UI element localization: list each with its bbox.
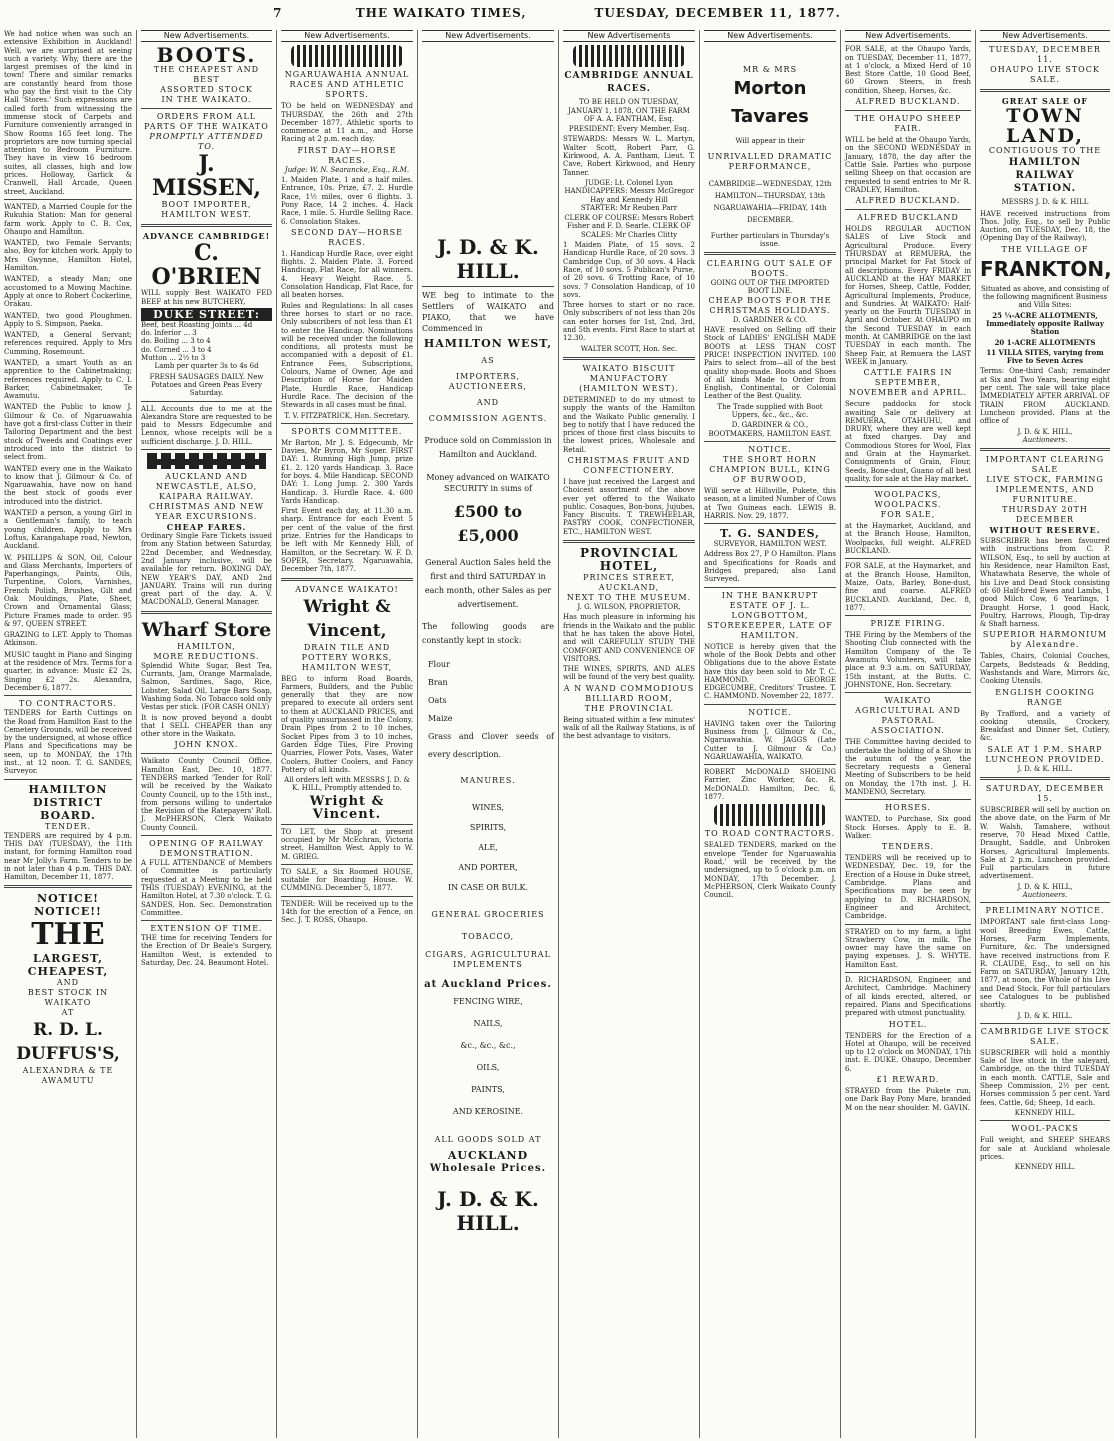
hill-title: J. D. & K. HILL. [437, 235, 539, 284]
jaggs-text: HAVING taken over the Tailoring Business from J. Gilmour & Co., Ngaruawahia. W. JAGGS (Late Cutter to J. Gilmour & Co.) NGARUAWAHIA, WAIKATO. [704, 719, 836, 761]
hill-liquor: WINES, [472, 803, 504, 813]
provincial-museum: NEXT TO THE MUSEUM. [566, 593, 692, 603]
column-8 [976, 30, 1114, 1438]
tavares-title: Morton Tavares [731, 78, 809, 128]
cambridge-sale-heading: CAMBRIDGE LIVE STOCK SALE. [980, 1026, 1110, 1046]
meat-price-2: do. Boiling ... 3 to 4 [141, 337, 211, 346]
hotel-heading: HOTEL. [888, 1019, 928, 1029]
column-heading: New Advertisements [563, 30, 695, 42]
wharf-place: HAMILTON, [177, 641, 236, 651]
wharf-store-title: Wharf Store [141, 618, 272, 641]
tavares-appear: Will appear in their [735, 137, 805, 146]
provincial-proprietor: J. G. WILSON, PROPRIETOR, [577, 603, 681, 612]
duffus-at: AT [61, 1008, 75, 1018]
frankton-acre-allotments: 25 ¼-ACRE ALLOTMENTS, Immediately opposite Railway Station [986, 310, 1104, 337]
ohaupo-live-stock: OHAUPO LIVE STOCK SALE. [990, 65, 1100, 85]
column-heading: New Advertisements. [422, 30, 554, 42]
preliminary-text: IMPORTANT sale first-class Long-wool Breeding Ewes, Cattle, Horses, Farm Implements, Furniture, &c. The undersigned have received instructions from F. R. CLAUDE, Esq., to sell on his Farm on SATURDAY, January 12th, 1877, at noon, the Whole of his Live and Dead Stock. For full particulars see Catalogues to be published shortly. [980, 918, 1110, 1010]
agric-heading: WAIKATO AGRICULTURAL AND PASTORAL ASSOCIATION. [855, 696, 961, 736]
meat-price-0: Beef, best Roasting Joints ... 4d [141, 320, 253, 329]
hill-hardware-item: NAILS, [473, 1019, 503, 1029]
hill-wholesale: Wholesale Prices. [429, 1163, 547, 1175]
clearing-boots-heading: CLEARING OUT SALE OF BOOTS. [706, 259, 834, 279]
cambridge-conditions: Three horses to start or no race. Only subscribers of not less than 20s can enter horses for 1st, 2nd, 3rd, and 5th events. First Race to start at 12.30. [563, 301, 695, 343]
hill-hardware [422, 991, 554, 1123]
hill-liquors [422, 798, 554, 898]
hill-hardware-item: OILS, [476, 1063, 500, 1073]
racing-engraving [291, 45, 403, 67]
opening-railway-heading: OPENING OF RAILWAY DEMONSTRATION. [149, 839, 264, 859]
accounts-notice: ALL Accounts due to me at the Alexandra Store are requested to be paid to Messrs Edgecumbe and Lennox, whose receipts will be a sufficient discharge. J. D. HILL. [141, 404, 272, 446]
clearing-thursday: THURSDAY 20TH DECEMBER [1002, 505, 1088, 525]
grain-sale-text: FOR SALE, at the Haymarket, and at the Branch House, Hamilton, Maize, Oats, Barley, Bone-dust, fine and coarse. ALFRED BUCKLAND. Auckland, Dec. 8, 1877. [845, 562, 971, 612]
railway-heading: AUCKLAND AND NEWCASTLE, ALSO, KAIPARA RAILWAY. [155, 472, 258, 502]
classified-ad: WANTED the Public to know J. Gilmour & Co. of Ngaruawahia have got a first-class Cutter in their Tailoring Department and the best stock of Tweeds and Coatings ever introduced into the district to select from. [4, 403, 132, 462]
column-5 [559, 30, 700, 1438]
sale-date: TUESDAY, DECEMBER 11. [989, 45, 1101, 65]
clearing-sale-heading: IMPORTANT CLEARING SALE [985, 455, 1105, 475]
provincial-hotel-title: PROVINCIAL HOTEL, [579, 546, 679, 574]
sports-rules: First Event each day, at 11.30 a.m. sharp. Entrance for each Event 5 per cent of the value of the first prize. Entries for the Handicaps to be left with Mr Kennedy Hill, of Hamilton, or the Secretary. W. F. D. SOPER, Secretary. Ngaruawahia, December 7th, 1877. [281, 507, 413, 574]
hill-tobacco: TOBACCO, [461, 932, 515, 942]
reward-heading: £1 REWARD. [876, 1075, 940, 1085]
buckland-signature-2: ALFRED BUCKLAND. [855, 196, 961, 206]
classified-ad: WANTED, a steady Man; one accustomed to a Mowing Machine. Apply at once to Robert Cockerline, Orakau. [4, 275, 132, 309]
duffus-and: AND [56, 978, 80, 988]
column-6 [700, 30, 841, 1438]
messrs-hill-text: HAVE received instructions from Thos. Jolly, Esq., to sell by Public Auction, on TUESDAY, Dec. 18, the (Opening Day of the Railway), [980, 209, 1110, 243]
duffus-the: THE [31, 917, 105, 953]
cooking-range-text: By Trafford, and a variety of cooking utensils, Crockery, Breakfast and Dinner Set, Cutlery, &c. [980, 709, 1110, 743]
buckland-sales-text: HOLDS REGULAR AUCTION SALES of Live Stock and Agricultural Produce. Every THURSDAY at REMUERA, the principal Market for Fat Stock of all descriptions. Every FRIDAY in AUCKLAND at the HAY MARKET for Horses, Sheep, Cattle, Fodder, Agricultural Implements, Produce, and Sundries. At WAIKATO: Half-yearly on the Fourth TUESDAY in April and October. At OHAUPO on the Second TUESDAY in each month. At CAMBRIDGE on the last TUESDAY in each month. The Sheep Fair, at Remuera the LAST WEEK in January. [845, 225, 971, 366]
kennedy-hill: KENNEDY HILL. [1014, 1108, 1076, 1117]
second-day-events: 1. Handicap Hurdle Race, over eight flights. 2. Maiden Plate. 3. Forced Handicap, Flat Race, for all winners. 4. Heavy Weight Race. 5. Consolation Handicap, Flat Race, for all beaten horses. [281, 249, 413, 300]
column-1 [0, 30, 137, 1438]
for-sale-heading: FOR SALE, [880, 510, 936, 520]
buckland-heading: ALFRED BUCKLAND [857, 213, 959, 223]
advance-cambridge: ADVANCE CAMBRIDGE! [142, 231, 271, 242]
missen-importer: BOOT IMPORTER, [161, 200, 252, 210]
tavares-dates: CAMBRIDGE—WEDNESDAY, 12th HAMILTON—THURSDAY, 13th NGARUAWAHIA—FRIDAY, 14th DECEMBER. [708, 179, 832, 224]
classified-ad: WANTED, a smart Youth as an apprentice to the Cabinetmaking; references required. Apply to C. I. Barker, Cabinetmaker, Te Awamutu. [4, 358, 132, 401]
sale-time: SALE AT 1 P.M. SHARP [987, 744, 1103, 754]
contiguous: CONTIGUOUS TO THE [988, 146, 1102, 156]
train-engraving [147, 453, 266, 469]
sandes-text: Address Box 27, P O Hamilton. Plans and Specifications for Roads and Bridges prepared; also Land Surveyed. [704, 550, 836, 584]
xmas-excursions: CHRISTMAS AND NEW YEAR EXCURSIONS. [149, 502, 264, 522]
extension-text: THE time for receiving Tenders for the Erection of Dr Beale's Surgery, Hamilton West, is extended to Saturday, Dec. 24. Beaumont Hotel. [141, 934, 272, 968]
shorthorn-heading: THE SHORT HORN CHAMPION BULL, KING OF BURWOOD, [709, 454, 831, 484]
cambridge-president: PRESIDENT: Every Member, Esq. [568, 125, 690, 134]
cambridge-secretary: WALTER SCOTT, Hon. Sec. [580, 344, 678, 353]
shorthorn-text: Will serve at Hillsville, Pukete, this season, at a limited Number of Cows at Two Guineas each. LEWIS B. HARRIS. Nov. 29, 1877. [704, 486, 836, 520]
hill-auckland-prices: at Auckland Prices. [424, 979, 552, 991]
first-day-events: 1. Maiden Plate, 1 and a half miles. Entrance, 10s. Prize, £7. 2. Hurdle Race, 1½ miles, over 6 flights. 3. Pony Race, 14 2 inches. 4. Hack Race, 1 mile. 5. Hurdle Selling Race. 6. Consolation Stakes. [281, 176, 413, 226]
hill-hardware-item: AND KEROSINE. [452, 1107, 524, 1117]
drain-tile-works: DRAIN TILE AND POTTERY WORKS, HAMILTON WEST, [301, 642, 393, 672]
mcdonald-text: ROBERT McDONALD SHOEING Farrier, Zinc Worker, &c. R. McDONALD. Hamilton, Dec. 6, 1877. [704, 768, 836, 802]
wright-vincent-orders: All orders left with MESSRS J. D. & K. HILL, Promptly attended to. [284, 776, 410, 793]
notice-heading-2: NOTICE. [748, 707, 792, 717]
hill-sums: £500 to £5,000 [453, 502, 523, 546]
boots-in-waikato: IN THE WAIKATO. [161, 95, 252, 105]
provincial-closing: Being situated within a few minutes' walk of all the Railway Stations, is of the best advantage to visitors. [563, 715, 695, 741]
extension-heading: EXTENSION OF TIME. [150, 924, 263, 934]
hill-good: Grass and Clover seeds of every description. [428, 732, 554, 760]
hamilton-railway: HAMILTON RAILWAY [1008, 157, 1082, 182]
frankton-title: FRANKTON, [980, 256, 1112, 281]
missen-place: HAMILTON WEST. [161, 210, 252, 220]
frankton-situated: Situated as above, and consisting of the following magnificent Business and Villa Sites: [980, 284, 1110, 310]
hill-liquor: IN CASE OR BULK. [447, 883, 529, 893]
mcdonald-engraving [714, 804, 826, 826]
strayed-text: STRAYED on to my farm, a light Strawberry Cow, in milk. The owner may have the same on paying expenses. J. S. WHYTE. Hamilton East. [845, 927, 971, 969]
provincial-wines: THE WINES, SPIRITS, AND ALES will be found of the very best quality. [563, 665, 695, 682]
ohaupo-sale-text: FOR SALE, at the Ohaupo Yards, on TUESDAY, December 11, 1877, at 1 o'clock, a Mixed Herd of 10 Best Store Cattle, 10 Good Beef, 60 Grown Steers, in fresh condition, Sheep, Horses, &c. [845, 45, 971, 95]
xmas-fruit-text: I have just received the Largest and Choicest assortment of the above ever yet offered to the Waikato public. Cosaques, Bon-bons, Jujubes, Fancy Biscuits. T. TREWHEELAR, PASTRY COOK, CONFECTIONER, ETC., HAMILTON WEST. [563, 477, 695, 536]
races-secretary: T. V. FITZPATRICK, Hon. Secretary. [284, 411, 410, 420]
buckland-signature: ALFRED BUCKLAND. [855, 97, 961, 107]
saturday-text: SUBSCRIBER will sell by auction on the above date, on the Farm of Mr W. Walsh, Tamahere, without reserve, 70 Head Mixed Cattle, Draught, Saddle, and Unbroken Horses, Agricultural Implements. Sale at 2 p.m. Luncheon provided. Full particulars in future advertisement. [980, 806, 1110, 881]
provincial-text: Has much pleasure in informing his friends in the Waikato and the public that he has taken the above Hotel, and will CAREFULLY STUDY THE COMFORT AND CONVENIENCE OF VISITORS. [563, 613, 695, 663]
advance-waikato: ADVANCE WAIKATO! [295, 584, 399, 594]
woolpacks-text: Full weight, and SHEEP SHEARS for sale at Auckland wholesale prices. [980, 1136, 1110, 1161]
wright-vincent-sign: Wright & Vincent. [309, 793, 385, 822]
tavares-mr-mrs: MR & MRS [742, 65, 798, 75]
gardiner-text: HAVE resolved on Selling off their Stock of LADIES' ENGLISH MADE BOOTS at LESS THAN COST PRICE! INSPECTION INVITED. 100 Pairs to select from—all of the best quality shop-made. Boots and Shoes of all kinds Made to Order from English, Continental, or Colonial Leather of the Best Quality. [704, 326, 836, 401]
prize-firing-heading: PRIZE FIRING. [870, 619, 946, 629]
page-number: 7 [273, 6, 283, 20]
sports-heading: SPORTS COMMITTEE. [291, 426, 403, 436]
duffus-cheapest: CHEAPEST, [27, 965, 109, 979]
newspaper-title: THE WAIKATO TIMES, [355, 6, 527, 20]
sports-events: Mr Barton, Mr J. S. Edgecumb, Mr Davies, Mr Byron, Mr Soper. FIRST DAY: 1. Running High Jump, prize £1. 2. 120 yards Handicap. 3. Race for boys. 4. Mile Handicap. SECOND DAY: 1. Long Jump. 2. 300 Yards Handicap. 3. Hurdle Race. 4. 600 Yards Handicap. [281, 438, 413, 505]
missen-name: J. MISSEN, [151, 151, 262, 202]
contractors-heading: TO CONTRACTORS. [18, 699, 118, 709]
hill-and: AND [476, 398, 500, 408]
column-3 [277, 30, 418, 1438]
xmas-fruit-heading: CHRISTMAS FRUIT AND CONFECTIONERY. [567, 455, 691, 475]
hill-liquor: ALE, [478, 843, 498, 853]
railway-text: Ordinary Single Fare Tickets issued from any Station between Saturday, 22nd December, and Wednesday, 2nd January inclusive, will be available for return. BOXING DAY, NEW YEAR'S DAY, AND 2nd JANUARY. Trains will run during great part of the day. A. V. MACDONALD, General Manager. [141, 532, 272, 607]
without-reserve: WITHOUT RESERVE. [989, 525, 1101, 536]
luncheon: LUNCHEON PROVIDED. [985, 754, 1105, 764]
column-4 [418, 30, 559, 1438]
races-intro: TO be held on WEDNESDAY and THURSDAY, the 26th and 27th December 1877. Athletic sports to commence at 11 a.m., and Horse Racing at 2 p.m. each day. [281, 102, 413, 144]
biscuit-heading: WAIKATO BISCUIT MANUFACTORY (HAMILTON WEST). [579, 363, 679, 393]
masthead [0, 0, 1114, 26]
cambridge-sale-text: SUBSCRIBER will hold a monthly Sale of live stock in the saleyard, Cambridge, on the third TUESDAY in each month. CATTLE, Sale and Sheep Commission, 2½ per cent. Horses commission 5 per cent. Yard fees, Cattle, 6d; Sheep, 1d each. [980, 1048, 1110, 1107]
hill-hardware-item: &c., &c., &c., [460, 1041, 516, 1051]
prize-firing-text: THE Firing by the Members of the Shooting Club connected with the Hamilton Company of the Te Awamutu Volunteers, will take place at 9.3 a.m. on SATURDAY, 15th instant, at the Butts. C. JOHNSTONE, Hon. Secretary. [845, 631, 971, 689]
hill-cigars: CIGARS, AGRICULTURAL IMPLEMENTS [425, 950, 551, 970]
hill-signature-3: J. D. & K. HILL, [1017, 882, 1073, 891]
hill-kept: The following goods are constantly kept in stock: [422, 622, 554, 646]
classified-ad: MUSIC taught in Piano and Singing at the residence of Mrs. Terms for a quarter, in advance: Music £2 2s, Singing £2 2s. Alexandra, December 6, 1877. [4, 650, 132, 692]
column-heading: New Advertisements. [281, 30, 413, 42]
hill-good: Maize [428, 714, 453, 724]
contractors-text: TENDERS for Earth Cuttings on the Road from Hamilton East to the Cemetery Grounds, will be received by the undersigned, at whose office Plans and Specifications may be seen, up to MONDAY, the 17th inst., at 12 noon. T. G. SANDES, Surveyor. [4, 709, 132, 776]
tavares-further: Further particulars in Thursday's issue. [710, 231, 830, 248]
meat-price-1: do. Inferior ... 3 [141, 329, 197, 338]
wharf-reductions: MORE REDUCTIONS. [153, 651, 260, 661]
frankton-1acre-allotments: 20 1-ACRE ALLOTMENTS [994, 337, 1096, 347]
racing-engraving [573, 45, 685, 67]
horses-text: WANTED, to Purchase, Six good Stock Horses. Apply to E. B. Walker. [845, 815, 971, 840]
gardiner-bootmakers: BOOTMAKERS, HAMILTON EAST. [708, 429, 832, 438]
saturday-heading: SATURDAY, DECEMBER 15. [985, 784, 1105, 804]
hill-goods-list [422, 656, 554, 764]
fence-tender-ad: TENDER: Will be received up to the 14th for the erection of a Fence, on Sec. J. T. ROSS, Ohaupo. [281, 899, 413, 925]
reward-text: STRAYED from the Pukete run, one Dark Bay Pony Mare, branded M on the near shoulder. M. GAVIN. [845, 1087, 971, 1112]
classified-ad: WANTED, a Married Couple for the Rukuhia Station: Man for general farm work. Apply to C. B. Cox, Ohaupo and Hamilton. [4, 202, 132, 236]
to-let-ad: TO LET, the Shop at present occupied by Mr McEchran, Victoria street, Hamilton West. Apply to W. M. GRIEG. [281, 827, 413, 861]
clearing-livestock: LIVE STOCK, FARMING IMPLEMENTS, AND FURNITURE. [986, 475, 1104, 505]
hill-groceries: GENERAL GROCERIES [431, 910, 545, 920]
column-heading: New Advertisements. [845, 30, 971, 42]
hill-signature-4: J. D. & K. HILL. [1017, 1011, 1073, 1020]
hill-money: Money advanced on WAIKATO SECURITY in sums of [426, 473, 550, 494]
tender-heading: TENDER. [45, 821, 91, 831]
hill-hardware-item: FENCING WIRE, [453, 997, 523, 1007]
hill-manures: MANURES. [460, 776, 516, 786]
biscuit-text: DETERMINED to do my utmost to supply the wants of the Hamilton and the Waikato Public generally. I beg to notify that I have reduced the prices of those first class biscuits to the lowest prices, Wholesale and Retail. [563, 395, 695, 454]
cambridge-races-heading: CAMBRIDGE ANNUAL RACES. [564, 71, 694, 95]
hill-produce: Produce sold on Commission in Hamilton and Auckland. [424, 436, 552, 460]
hill-as: AS [481, 356, 495, 366]
furniture-list: Tables, Chairs, Colonial Couches, Carpets, Bedsteads & Bedding, Washstands and Ware, Mirrors &c, Cooking Utensils. [980, 652, 1110, 686]
city-hall-stores-ad: We had notice when was such an extensive Exhibition in Auckland! Well, we are surprised at seeing such a variety. Why, there are the largest premises of the kind in town! There and similar remarks are constantly heard from those who pay the first visit to the City Hall 'Stores.' Such expressions are called forth from witnessing the immense stock of Carpets and Furniture conveniently arranged in Show Rooms 165 feet long. The proprietors are now turning special attention to Bedroom Furniture. They have in view 16 bedroom suites, all classes, high and low prices. Holloway, Garlick & Cranwell, Hall Arcade, Queen street, Auckland. [4, 30, 132, 196]
district-board-heading: HAMILTON DISTRICT BOARD. [28, 782, 108, 822]
hill-auctioneers-2: Auctioneers. [1022, 891, 1068, 900]
cheap-fares: CHEAP FARES. [166, 522, 247, 533]
cooking-range: ENGLISH COOKING RANGE [995, 687, 1095, 707]
station: STATION. [1013, 183, 1077, 195]
column-2 [137, 30, 277, 1438]
woolpacks-heading: WOOL-PACKS [1011, 1124, 1079, 1134]
cambridge-handicappers: HANDICAPPERS: Messrs McGregor Hay and Kennedy Hill [564, 187, 694, 204]
gardiner-trade: The Trade supplied with Boot Uppers, &c., &c., &c. [717, 402, 823, 420]
cambridge-clerks: CLERK OF COURSE: Messrs Robert Fisher and F. D. Searle. CLERK OF SCALES: Mr Charles Clitty [564, 214, 694, 239]
horses-heading: HORSES. [885, 803, 931, 813]
harmonium: SUPERIOR HARMONIUM by Alexandre. [982, 630, 1108, 650]
boots-cheapest: THE CHEAPEST AND BEST [153, 65, 260, 85]
sheep-fair-text: WILL be held at the Ohaupo Yards, on the SECOND WEDNESDAY in January, 1878, the day after the Cattle Sale. Parties who purpose selling Sheep on that occasion are requested to send entries to Mr R. CRADLEY, Hamilton. [845, 136, 971, 194]
column-heading: New Advertisements. [704, 30, 836, 42]
hill-importers: IMPORTERS, AUCTIONEERS, [448, 372, 528, 392]
gardiner-name: D. GARDINER & CO. [732, 315, 808, 324]
preliminary-heading: PRELIMINARY NOTICE. [985, 906, 1105, 916]
races-heading: NGARUAWAHIA ANNUAL RACES AND ATHLETIC SPORTS. [284, 70, 410, 100]
boots-title: BOOTS. [156, 43, 257, 68]
hill-liquor: AND PORTER, [458, 863, 518, 873]
races-rules: Rules and Regulations: In all cases three horses to start or no race. Only subscribers of not less than £1 to enter the Handicap. Nominations will be received under the following conditions, all protests must be accompanied with a deposit of £1. Entrance Fees, Subscriptions, Colours, Name of Owner, Age and Description of Horse for Maiden Plate, Hurdle Race, Handicap Hurdle Race. The decision of the Stewards in all cases must be final. [281, 301, 413, 410]
frankton-villa-sites: 11 VILLA SITES, varying from Five to Seven Acres [986, 347, 1104, 366]
notice-heading: NOTICE! NOTICE!! [34, 892, 102, 919]
issue-date: TUESDAY, DECEMBER 11, 1877. [594, 6, 841, 20]
frankton-terms: Terms: One-third Cash; remainder at Six and Two Years, bearing eight per cent. The sale will take place IMMEDIATELY AFTER ARRIVAL OF TRAIN FROM AUCKLAND. Luncheon provided. Plans at the office of [980, 367, 1110, 426]
cambridge-held: TO BE HELD ON TUESDAY, JANUARY 1, 1878, ON THE FARM OF A. A. FANTHAM, Esq. [568, 98, 690, 123]
meat-price-3: do. Corned ... 3 to 4 [141, 345, 212, 354]
provincial-billiard: A N WAND COMMODIOUS BILLIARD ROOM, [563, 683, 695, 703]
hill-hardware-item: PAINTS, [471, 1085, 505, 1095]
messrs-hill: MESSRS J. D. & K. HILL [1001, 198, 1089, 207]
gardiner-name-2: D. GARDINER & CO., [731, 421, 809, 430]
cattle-text: Secure paddocks for stock awaiting Sale or delivery at REMUERA, OTAHUHU, and DRURY, where they are well kept at fixed charges. Day and Commodious Stores for Wool, Flax and Grain at the Haymarket. Consignments of Grain, Flour, Seeds, Bone-dust, Guano of all best quality, for sale at the Hay market. [845, 400, 971, 483]
kennedy-hill-2: KENNEDY HILL. [1014, 1163, 1076, 1172]
road-contractors-text: SEALED TENDERS, marked on the envelope 'Tender for Ngaruawahia Road,' will be received by the undersigned, up to 5 o'clock p.m. on MONDAY, 17th December. J. McPHERSON, Clerk Waikato County Council. [704, 841, 836, 900]
hill-signature: J. D. & K. HILL, [1017, 427, 1073, 436]
first-day-heading: FIRST DAY—HORSE RACES. [297, 145, 397, 165]
town-land: TOWN LAND, [1006, 105, 1084, 148]
sandes-name: T. G. SANDES, [720, 527, 820, 541]
hill-auctioneers: Auctioneers. [1022, 435, 1068, 444]
fresh-sausages: FRESH SAUSAGES DAILY. New Potatoes and Green Peas Every Saturday. [149, 372, 264, 398]
classified-ad: WANTED a person, a young Girl in a Gentleman's family, to teach young children. Apply to Mrs Loftus, Karangahape road, Newton, Auckland. [4, 509, 132, 551]
wright-vincent-title: Wright & Vincent, [303, 596, 391, 641]
road-contractors-heading: TO ROAD CONTRACTORS. [704, 829, 836, 839]
boots-promptly: PROMPTLY ATTENDED TO. [149, 132, 264, 152]
bankruptcy-text: NOTICE is hereby given that the whole of the Book Debts and other Obligations due to the above Estate have this day been sold to Mr T. C. HAMMOND. GEORGE EDGECUMBE, Creditors' Trustee. T. C. HAMMOND. November 22, 1877. [704, 642, 836, 701]
hill-liquor: SPIRITS, [469, 823, 507, 833]
cattle-fairs: CATTLE FAIRS IN SEPTEMBER, NOVEMBER and APRIL. [848, 368, 968, 398]
hill-general-sales: General Auction Sales held the first and third SATURDAY in each month, other Sales as per advertisement. [424, 558, 552, 610]
hill-auckland: AUCKLAND [447, 1149, 529, 1163]
races-judge: Judge: W. N. Searancke, Esq., R.M. [284, 165, 410, 174]
obrien-name: C. O'BRIEN [151, 240, 262, 291]
cambridge-events: 1 Maiden Plate, of 15 sovs. 2 Handicap Hurdle Race, of 20 sovs. 3 Cambridge Cup, of 30 sovs. 4 Hack Race, of 10 sovs. 5 Publican's Purse, of 20 sovs. 6 Trotting Race, of 10 sovs. 7 Consolation Handicap, of 10 sovs. [563, 241, 695, 299]
tender-text: TENDERS are required by 4 p.m. THIS DAY (TUESDAY), the 11th instant, for forming Hamilton road near Mr Jolly's Farm. Tenders to be in not later than 4 p.m. THIS DAY. Hamilton, December 11, 1877. [4, 831, 132, 882]
richardson-text: D. RICHARDSON, Engineer, and Architect, Cambridge. Machinery of all kinds erected, altered, or repaired. Plans and Specifications prepared with utmost punctuality. [845, 976, 971, 1018]
duke-street: DUKE STREET: [141, 308, 272, 321]
column-heading: New Advertisements. [141, 30, 272, 42]
hotel-text: TENDERS for the Erection of a Hotel at Ohaupo, will be received up to 12 o'clock on MONDAY, 17th inst. E. DUKE. Ohaupo, December 6. [845, 1031, 971, 1073]
wharf-prices: Splendid White Sugar, Best Tea, Currants, Jam, Orange Marmalade, Salmon, Sardines, Sago, Rice, Lobster, Salad Oil, Large Bars Soap, Washing Soda. No Tobacco sold only Vestas per stick. (FOR CASH ONLY) [141, 661, 272, 712]
hill-hamilton-west: HAMILTON WEST, [423, 337, 553, 351]
cambridge-judge: JUDGE: Lt. Colonel Lyon [585, 178, 673, 187]
going-out: GOING OUT OF THE IMPORTED BOOT LINE. [710, 279, 830, 296]
boots-orders: ORDERS FROM ALL PARTS OF THE WAIKATO [144, 112, 269, 132]
obrien-text: WILL supply Best WAIKATO FED BEEF at his new BUTCHERY, [141, 289, 272, 306]
woolpacks-heading: WOOLPACKS, WOOLPACKS. [874, 490, 942, 510]
agric-text: THE Committee having decided to undertake the holding of a Show in the autumn of the year, the Secretary requests a General Meeting of Subscribers to be held on Monday, the 17th inst. J. H. MANDENO, Secretary. [845, 738, 971, 796]
provincial-name: THE PROVINCIAL [584, 703, 674, 713]
tenders-text: TENDERS will be received up to WEDNESDAY, Dec. 19, for the Erection of a House in Duke street, Cambridge. Plans and Specifications may be seen by applying to D. RICHARDSON, Engineer and Architect, Cambridge. [845, 854, 971, 921]
classified-ad: WANTED, two Female Servants; also, Boy for kitchen work. Apply to Mrs Gwynne, Hamilton Hotel, Hamilton. [4, 239, 132, 273]
duffus-name: R. D. L. DUFFUS'S, [16, 1020, 120, 1065]
woolpacks-text: at the Haymarket, Auckland, and at the Branch House, Hamilton, Woolpacks, full weight. ALFRED BUCKLAND. [845, 522, 971, 556]
bankruptcy-heading: IN THE BANKRUPT ESTATE OF J. L. LONGBOTTOM, STOREKEEPER, LATE OF HAMILTON. [707, 590, 833, 640]
classified-ad: WANTED, two good Ploughmen. Apply to S. Simpson, Paeka. [4, 311, 132, 328]
hill-good: Flour [428, 660, 450, 670]
council-tender: Waikato County Council Office, Hamilton East, Dec. 10, 1877. TENDERS marked 'Tender for Roll' will be received by the Waikato County Council, up to the 15th inst., from persons willing to undertake the Revision of the Ratepayers' Roll. J. McPHERSON, Clerk Waikato County Council. [141, 757, 272, 832]
hill-signature-2: J. D. & K. HILL. [1017, 764, 1073, 773]
tavares-performance: UNRIVALLED DRAMATIC PERFORMANCE, [707, 151, 833, 171]
wright-vincent-text: BEG to inform Road Boards, Farmers, Builders, and the Public generally that they are now prepared to execute all orders sent to them at AUCKLAND PRICES, and of quality unsurpassed in the Colony. Drain Pipes from 2 to 10 inches, Socket Pipes from 3 to 10 inches, Garden Edge Tiles, Fire Proving Quarries, Flower Pots, Vases, Water Coolers, Butter Coolers, and Fancy Pottery of all kinds. [281, 674, 413, 774]
duffus-place: ALEXANDRA & TE AWAMUTU [22, 1066, 114, 1086]
wharf-proof: It is now proved beyond a doubt that I SELL CHEAPER than any other store in the Waikato. [141, 713, 272, 739]
village-of: THE VILLAGE OF [1001, 244, 1089, 254]
classified-ad: W. PHILLIPS & SON, Oil, Colour and Glass Merchants, Importers of Paperhangings, Paints, Oils, Turpentine, Colors, Varnishes, French Polish, Brushes, Gilt and Oak Mouldings, Plate, Sheet, Crown and Ornamental Glass; Picture Frames made to order. 95 & 97, QUEEN STREET. [4, 553, 132, 628]
meat-price-4: Mutton ... 2½ to 3 [141, 354, 206, 363]
duffus-best: BEST STOCK IN WAIKATO [27, 988, 109, 1008]
hill-commission: COMMISSION AGENTS. [428, 414, 548, 424]
boots-assorted: ASSORTED STOCK [160, 85, 253, 95]
column-heading: New Advertisements. [980, 30, 1110, 42]
cheap-boots: CHEAP BOOTS FOR THE CHRISTMAS HOLIDAYS. [708, 295, 832, 315]
opening-railway-text: A FULL ATTENDANCE of Members of Committee is particularly requested at a Meeting to be held THIS (TUESDAY) EVENING, at the Hamilton Hotel, at 7.30 o'clock. T. G. SANDES, Hon. Sec. Demonstration Committee. [141, 859, 272, 917]
classified-ad: WANTED, a General Servant; references required. Apply to Mrs Cumming, Rosemount. [4, 331, 132, 356]
meat-price-5: Lamb per quarter 3s to 4s 6d [154, 362, 259, 371]
knox-name: JOHN KNOX. [174, 740, 239, 750]
cambridge-stewards: STEWARDS: Messrs W. L. Martyn, Walter Scott, Robert Parr, G. Kirkwood, A. A. Fantham, Lieut. T. Cave, Robert Kirkwood, and Henry Tanner. [563, 135, 695, 177]
column-7 [841, 30, 976, 1438]
provincial-street: PRINCES STREET, AUCKLAND, [583, 573, 675, 593]
classified-ad: GRAZING to LET. Apply to Thomas Atkinson. [4, 631, 132, 648]
great-sale: GREAT SALE OF [1001, 96, 1089, 107]
clearing-subscriber: SUBSCRIBER has been favoured with instructions from C. P. WILSON, Esq., to sell by auction at his Residence, near Hamilton East, Whatawhata Reserve, the whole of his Live and Dead Stock consisting of: 60 Half-bred Ewes and Lambs, 1 good Milch Cow, 6 Yearlings, 1 Draught Horse, 1 good Hack, Poultry, Harrows, Plough, Tip-dray & Shaft harness. [980, 537, 1110, 629]
notice-heading: NOTICE. [748, 444, 792, 454]
second-day-heading: SECOND DAY—HORSE RACES. [291, 227, 403, 247]
hill-intro: WE beg to intimate to the Settlers of WAIKATO and PIAKO, that we have Commenced in [422, 291, 554, 334]
cambridge-starter: STARTER: Mr Reuben Parr [580, 203, 678, 212]
house-sale-ad: TO SALE, a Six Roomed HOUSE, suitable for Boarding House. W. CUMMING. December 5, 1877. [281, 867, 413, 893]
classified-ad: WANTED every one in the Waikato to know that J. Gilmour & Co. of Ngaruawahia, have now on hand the best stock of goods ever introduced into the district. [4, 464, 132, 506]
hill-good: Oats [428, 696, 447, 706]
sandes-title: SURVEYOR, HAMILTON WEST. [713, 540, 827, 549]
tenders-heading: TENDERS. [881, 842, 935, 852]
hill-all-goods: ALL GOODS SOLD AT [434, 1135, 542, 1145]
duffus-largest: LARGEST, [33, 952, 103, 966]
hill-good: Bran [428, 678, 448, 688]
sheep-fair-heading: THE OHAUPO SHEEP FAIR. [854, 114, 962, 134]
hill-signature: J. D. & K. HILL. [437, 1187, 539, 1236]
